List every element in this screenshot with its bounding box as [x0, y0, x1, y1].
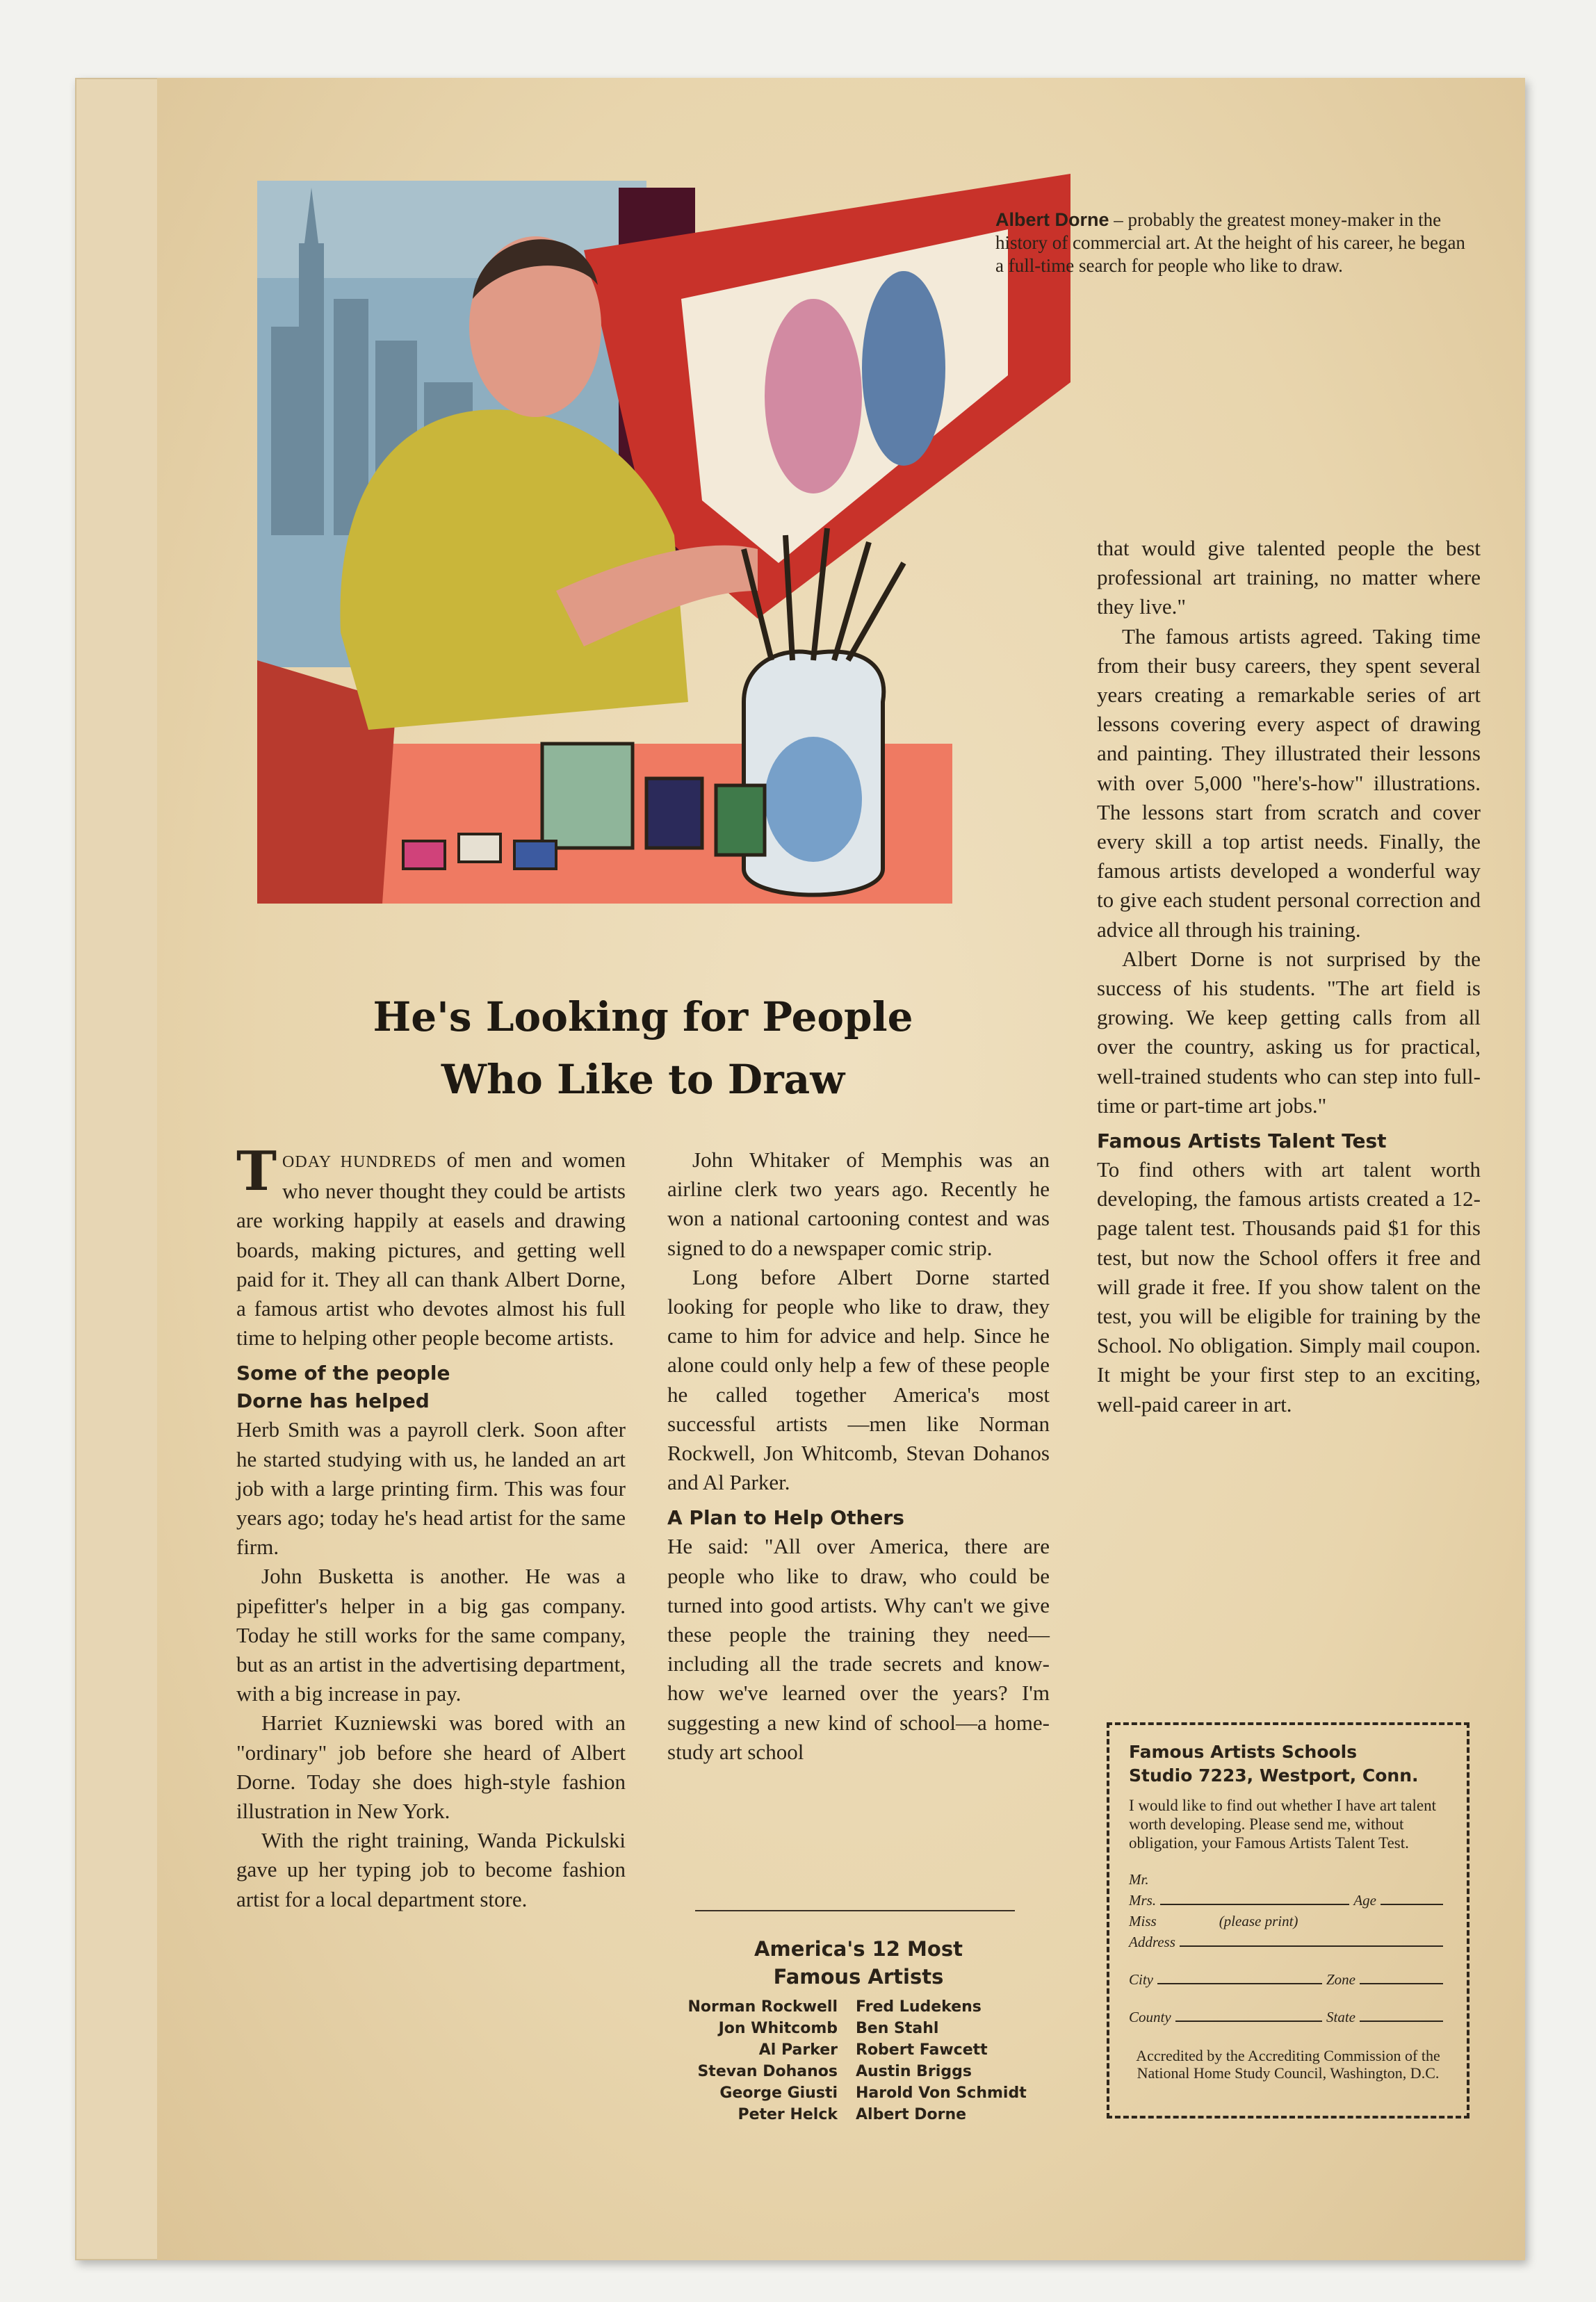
artist-row: [653, 2104, 1070, 2125]
coupon-miss-label: Miss: [1129, 1913, 1157, 1929]
coupon-form: [1129, 1870, 1447, 2026]
subhead-line-2: Dorne has helped: [236, 1389, 430, 1413]
coupon-city-label: City: [1129, 1971, 1153, 1988]
albert-dorne-illustration: [257, 174, 1070, 994]
paragraph-wanda-pickulski: With the right training, Wanda Pickulski gave up her typing job to become fashion artist for a local department store.: [236, 1828, 626, 1911]
zone-field[interactable]: [1360, 1983, 1443, 1984]
artists-title-line-1: America's 12 Most: [754, 1937, 963, 1961]
subhead-people-helped: [236, 1360, 626, 1415]
age-field[interactable]: [1381, 1904, 1443, 1905]
state-field[interactable]: [1360, 2021, 1443, 2022]
address-field[interactable]: [1180, 1945, 1443, 1947]
coupon-please-print: (please print): [1219, 1913, 1298, 1929]
article-column-3: [1097, 534, 1481, 1419]
artist-name: Stevan Dohanos: [697, 2063, 838, 2080]
paragraph-not-surprised: Albert Dorne is not surprised by the success of his students. "The art field is growing. We keep getting calls from all over the country, asking us for practical, well-trained students who can step into full-time or part-time art jobs.": [1097, 946, 1481, 1118]
famous-artists-list: [653, 1996, 1070, 2125]
headline-line-2: Who Like to Draw: [441, 1056, 845, 1103]
article-column-2: [667, 1145, 1050, 1767]
headline: [285, 986, 1001, 1111]
city-field[interactable]: [1157, 1983, 1322, 1984]
coupon-request-text: I would like to find out whether I have art talent worth developing. Please send me, without obligation, your Famous Artists Talent Test.: [1129, 1797, 1436, 1852]
artist-name: Robert Fawcett: [856, 2041, 988, 2059]
paragraph-artists-agreed: The famous artists agreed. Taking time from their busy careers, they spent several years creating a remarkable series of art lessons covering every aspect of drawing and painting. They illustrated their lessons with over 5,000 "here's-how" illustrations. The lessons start from scratch and cover every skill a top artist needs. Finally, the famous artists developed a wonderful way to give each student personal correction and advice all through his training.: [1097, 623, 1481, 942]
coupon-mrs-label: Mrs.: [1129, 1892, 1157, 1909]
artist-row: [653, 2082, 1070, 2104]
paragraph-talent-test: To find others with art talent worth developing, the famous artists created a 12-page talent test. Thousands paid $1 for this test, but now the School offers it free and will grade it free. If you show talent on the test, you will be eligible for training by the School. No obligation. Simply mail coupon. It might be your first step to an exciting, well-paid career in art.: [1097, 1157, 1481, 1417]
famous-artists-title: [667, 1935, 1050, 1991]
artist-row: [653, 2061, 1070, 2082]
illustration-caption: [995, 209, 1468, 277]
sketch-dancer: [765, 299, 862, 493]
coupon-county-row: [1129, 2008, 1447, 2026]
headline-line-1: He's Looking for People: [373, 993, 913, 1040]
paragraph-herb-smith: Herb Smith was a payroll clerk. Soon after he started studying with us, he landed an art job with a large printing firm. This was four years ago; today he's head artist for the same firm.: [236, 1417, 626, 1560]
paragraph-he-said: He said: "All over America, there are people who like to draw, who could be turned into good artists. Why can't we give these people the training they need—including all the trade secrets and know-how we've learned over the years? I'm suggesting a new kind of school—a home-study art school: [667, 1534, 1050, 1764]
artist-name: Jon Whitcomb: [718, 2020, 838, 2037]
artist-name: Austin Briggs: [856, 2063, 972, 2080]
paragraph-harriet-kuzniewski: Harriet Kuzniewski was bored with an "ordinary" job before she heard of Albert Dorne. Today she does high-style fashion illustration in New York.: [236, 1711, 626, 1824]
drop-cap: T: [236, 1140, 277, 1203]
intro-rest: of men and women who never thought they could be artists are working happily at easels and drawing boards, making pictures, and getting well paid for it. They all can thank Albert Dorne, a famous artist who devotes almost his full time to helping other people become artists.: [236, 1148, 626, 1350]
artist-row: [653, 1996, 1070, 2018]
artist-row: [653, 2018, 1070, 2039]
coupon-address-label: Address: [1129, 1934, 1175, 1950]
coupon-county-label: County: [1129, 2009, 1171, 2025]
coupon-city-row: [1129, 1970, 1447, 1989]
paragraph-continued: that would give talented people the best professional art training, no matter where they live.": [1097, 536, 1481, 619]
artist-name: Al Parker: [758, 2041, 838, 2059]
article-column-1: [236, 1140, 626, 1914]
artist-name: Peter Helck: [738, 2106, 838, 2123]
artist-name: Harold Von Schmidt: [856, 2084, 1027, 2102]
subhead-talent-test: Famous Artists Talent Test: [1097, 1129, 1387, 1153]
coupon-mrs-row: [1129, 1891, 1447, 1909]
caption-text: – probably the greatest money-maker in the history of commercial art. At the height of his career, he began a full-time search for people who like to draw.: [995, 209, 1465, 276]
paragraph-long-before: Long before Albert Dorne started looking for people who like to draw, they came to him for advice and help. Since he alone could only help a few of these people he called together America's most successful artists —men like Norman Rockwell, Jon Whitcomb, Stevan Dohanos and Al Parker.: [667, 1264, 1050, 1495]
coupon-accreditation: Accredited by the Accrediting Commission of the National Home Study Council, Washington, D.C.: [1136, 2047, 1440, 2082]
coupon-zone-label: Zone: [1326, 1971, 1355, 1988]
subhead-line-1: Some of the people: [236, 1362, 450, 1385]
artist-row: [653, 2039, 1070, 2061]
paragraph-john-busketta: John Busketta is another. He was a pipefitter's helper in a big gas company. Today he still works for the same company, but as an artist in the advertising department, with a big increase in pay.: [236, 1564, 626, 1706]
sketch-cowboy: [862, 271, 945, 466]
intro-smallcaps: ODAY HUNDREDS: [282, 1153, 437, 1171]
mail-in-coupon[interactable]: [1107, 1722, 1469, 2119]
artists-title-line-2: Famous Artists: [773, 1965, 944, 1989]
coupon-mr-label: Mr.: [1129, 1871, 1149, 1888]
artist-name: Fred Ludekens: [856, 1998, 982, 2016]
artist-name: Norman Rockwell: [687, 1998, 838, 2016]
coupon-age-label: Age: [1353, 1892, 1376, 1909]
coupon-state-label: State: [1326, 2009, 1355, 2025]
divider-rule: [695, 1910, 1015, 1911]
intro-paragraph: [236, 1140, 626, 1353]
paragraph-john-whitaker: John Whitaker of Memphis was an airline clerk two years ago. Recently he won a national cartooning contest and was signed to do a newspaper comic strip.: [667, 1148, 1050, 1260]
artist-name: Albert Dorne: [856, 2106, 967, 2123]
coupon-miss-row: [1129, 1912, 1447, 1930]
coupon-address-row: [1129, 1933, 1447, 1951]
name-field[interactable]: [1160, 1904, 1349, 1905]
artist-name: George Giusti: [719, 2084, 838, 2102]
county-field[interactable]: [1175, 2021, 1322, 2022]
subhead-plan: A Plan to Help Others: [667, 1506, 904, 1530]
coupon-header: [1129, 1740, 1447, 1788]
coupon-school-name: Famous Artists Schools: [1129, 1742, 1358, 1762]
artist-name: Ben Stahl: [856, 2020, 939, 2037]
coupon-studio-address: Studio 7223, Westport, Conn.: [1129, 1765, 1419, 1786]
caption-name: Albert Dorne: [995, 209, 1109, 230]
